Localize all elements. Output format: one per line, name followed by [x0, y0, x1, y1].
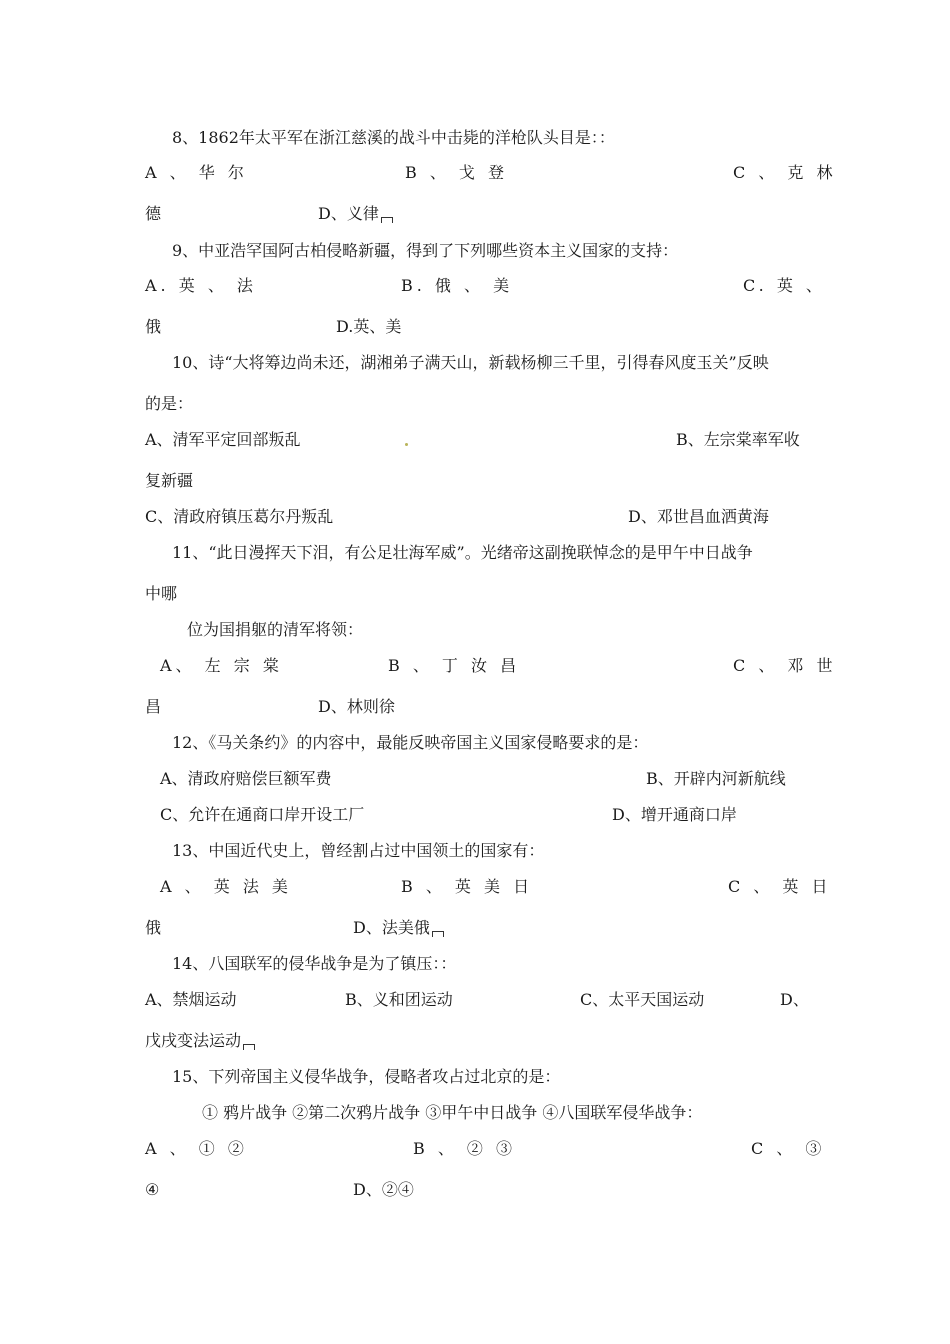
q9-option-c-wrap: 俄	[145, 317, 162, 336]
q11-question: 11、“此日漫挥天下泪，有公足壮海军威”。光绪帝这副挽联悼念的是甲午中日战争	[172, 543, 753, 562]
q10-option-b-wrap: 复新疆	[145, 471, 194, 490]
q11-option-c: C 、 邓 世	[733, 656, 837, 675]
q10-question-wrap: 的是：	[145, 394, 194, 413]
q13-option-c: C 、 英 日	[728, 877, 832, 896]
q12-question: 12、《马关条约》的内容中，最能反映帝国主义国家侵略要求的是：	[172, 733, 649, 752]
q9-option-a: A. 英 、 法	[145, 276, 257, 295]
q15-option-b: B 、 ② ③	[413, 1139, 517, 1158]
q11-question-wrap2: 位为国捐躯的清军将领：	[187, 620, 364, 639]
q10-option-b: B、左宗棠率军收	[676, 430, 800, 449]
q14-option-d-wrap: 戊戌变法运动	[145, 1031, 242, 1050]
q13-option-d: D、法美俄	[353, 918, 430, 937]
q9-option-d: D.英、美	[336, 317, 402, 336]
q13-option-b: B 、 英 美 日	[401, 877, 534, 896]
q11-option-b: B 、 丁 汝 昌	[388, 656, 521, 675]
q15-option-c: C 、 ③	[751, 1139, 826, 1158]
q14-option-b: B、义和团运动	[345, 990, 453, 1009]
q11-option-c-wrap: 昌	[145, 697, 162, 716]
q15-items: ① 鸦片战争 ②第二次鸦片战争 ③甲午中日战争 ④八国联军侵华战争：	[202, 1103, 703, 1122]
q9-question: 9、中亚浩罕国阿古柏侵略新疆，得到了下列哪些资本主义国家的支持：	[172, 241, 679, 260]
q13-question: 13、中国近代史上，曾经割占过中国领土的国家有：	[172, 841, 545, 860]
q10-option-a: A、清军平定回部叛乱	[145, 430, 301, 449]
q14-option-c: C、太平天国运动	[580, 990, 705, 1009]
q8-option-c-wrap: 德	[145, 204, 162, 223]
q9-option-c: C. 英 、	[743, 276, 826, 295]
q11-question-wrap: 中哪	[145, 584, 178, 603]
q12-option-d: D、增开通商口岸	[612, 805, 737, 824]
q9-option-b: B. 俄 、 美	[401, 276, 514, 295]
q14-option-d-wrap-line	[145, 1031, 255, 1051]
bracket-mark-icon	[432, 931, 444, 937]
q14-option-a: A、禁烟运动	[145, 990, 237, 1009]
q10-option-d: D、邓世昌血洒黄海	[628, 507, 769, 526]
q15-option-c-wrap: ④	[145, 1180, 160, 1199]
q8-option-d-line	[318, 204, 393, 224]
bracket-mark-icon	[243, 1044, 255, 1050]
q15-option-a: A 、 ① ②	[145, 1139, 248, 1158]
q8-option-c: C 、 克 林	[733, 163, 837, 182]
q15-option-d: D、②④	[353, 1180, 414, 1199]
q8-option-a: A 、 华 尔	[145, 163, 248, 182]
q15-question: 15、下列帝国主义侵华战争，侵略者攻占过北京的是：	[172, 1067, 561, 1086]
q8-option-d: D、义律	[318, 204, 379, 223]
q13-option-d-line	[353, 918, 444, 938]
q12-option-b: B、开辟内河新航线	[646, 769, 786, 788]
q11-option-d: D、林则徐	[318, 697, 395, 716]
stray-dot	[405, 443, 408, 446]
q11-option-a: A、 左 宗 棠	[160, 656, 283, 675]
q14-option-d: D、	[780, 990, 809, 1009]
q8-question: 8、1862年太平军在浙江慈溪的战斗中击毙的洋枪队头目是：：	[172, 128, 615, 147]
q12-option-a: A、清政府赔偿巨额军费	[160, 769, 332, 788]
q10-option-c: C、清政府镇压葛尔丹叛乱	[145, 507, 334, 526]
q12-option-c: C、允许在通商口岸开设工厂	[160, 805, 365, 824]
q10-question: 10、诗“大将筹边尚未还，湖湘弟子满天山，新载杨柳三千里，引得春风度玉关”反映	[172, 353, 769, 372]
q14-question: 14、八国联军的侵华战争是为了镇压：：	[172, 954, 457, 973]
q13-option-c-wrap: 俄	[145, 918, 162, 937]
q8-option-b: B 、 戈 登	[405, 163, 509, 182]
q13-option-a: A 、 英 法 美	[160, 877, 292, 896]
bracket-mark-icon	[381, 217, 393, 223]
